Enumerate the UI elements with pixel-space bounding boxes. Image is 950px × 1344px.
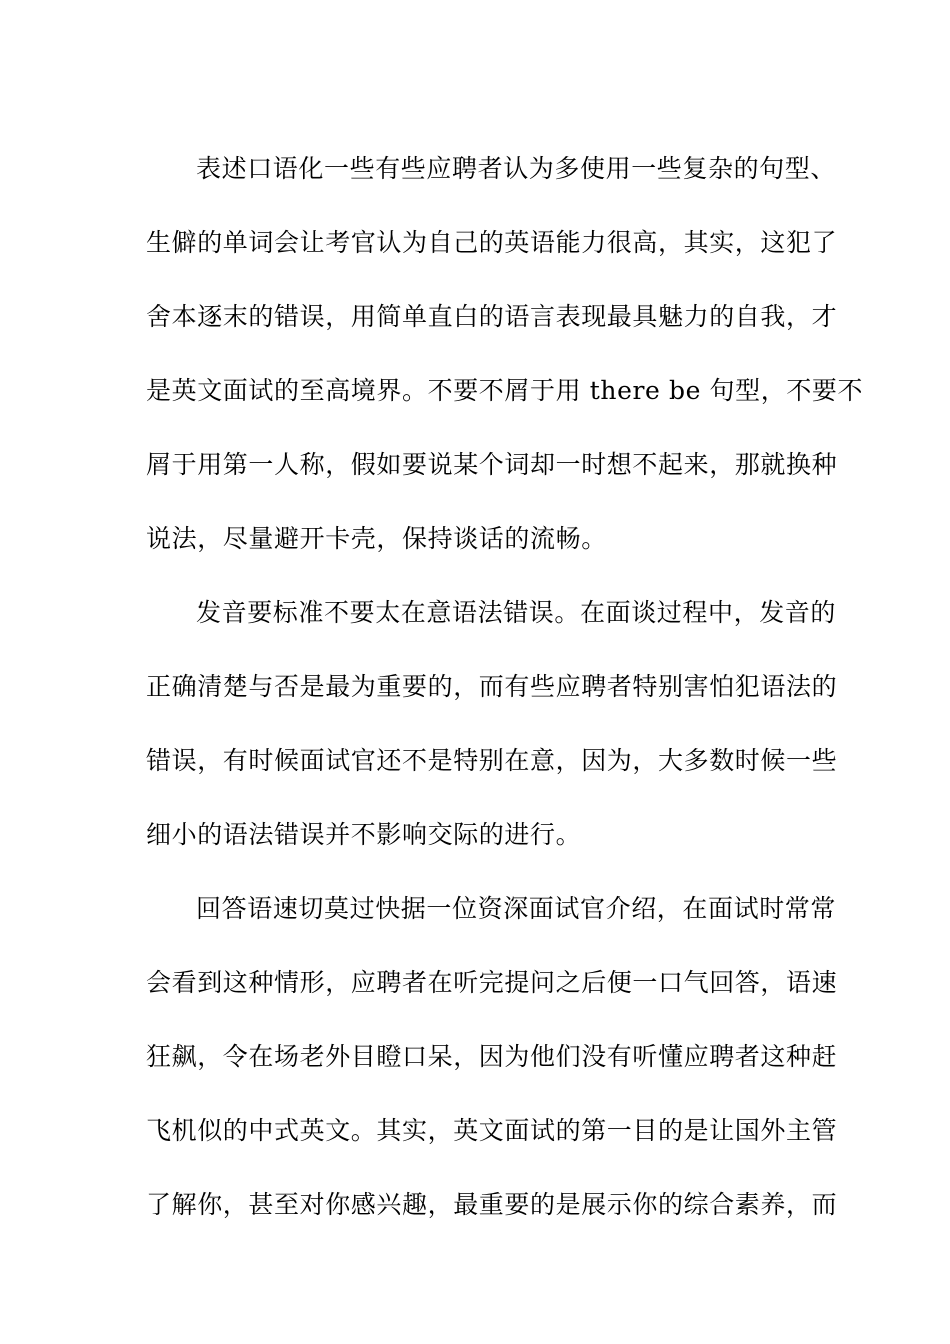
paragraph-line: 舍本逐末的错误，用简单直白的语言表现最具魅力的自我，才	[146, 302, 838, 331]
paragraph-line: 错误，有时候面试官还不是特别在意，因为，大多数时候一些	[146, 746, 838, 775]
paragraph-line: 说法，尽量避开卡壳，保持谈话的流畅。	[146, 524, 607, 553]
paragraph-line: 了解你，甚至对你感兴趣，最重要的是展示你的综合素养，而	[146, 1190, 838, 1219]
paragraph-line: 回答语速切莫过快据一位资深面试官介绍，在面试时常常	[196, 894, 837, 923]
paragraph-line: 狂飙，令在场老外目瞪口呆，因为他们没有听懂应聘者这种赶	[146, 1042, 838, 1071]
paragraph-line: 正确清楚与否是最为重要的，而有些应聘者特别害怕犯语法的	[146, 672, 838, 701]
paragraph-line: 生僻的单词会让考官认为自己的英语能力很高，其实，这犯了	[146, 228, 838, 257]
paragraph-line: 屑于用第一人称，假如要说某个词却一时想不起来，那就换种	[146, 450, 838, 479]
paragraph-line: 细小的语法错误并不影响交际的进行。	[146, 820, 582, 849]
paragraph-resume-spoken-style	[146, 132, 864, 576]
paragraph-line: 是英文面试的至高境界。不要不屑于用 there be 句型，不要不	[146, 376, 864, 405]
paragraph-line: 会看到这种情形，应聘者在听完提问之后便一口气回答，语速	[146, 968, 838, 997]
paragraph-line: 表述口语化一些有些应聘者认为多使用一些复杂的句型、	[196, 154, 837, 183]
paragraph-pronunciation	[146, 576, 838, 872]
document-body	[146, 132, 864, 1242]
paragraph-speaking-speed	[146, 872, 838, 1242]
paragraph-line: 飞机似的中式英文。其实，英文面试的第一目的是让国外主管	[146, 1116, 838, 1145]
paragraph-line: 发音要标准不要太在意语法错误。在面谈过程中，发音的	[196, 598, 837, 627]
